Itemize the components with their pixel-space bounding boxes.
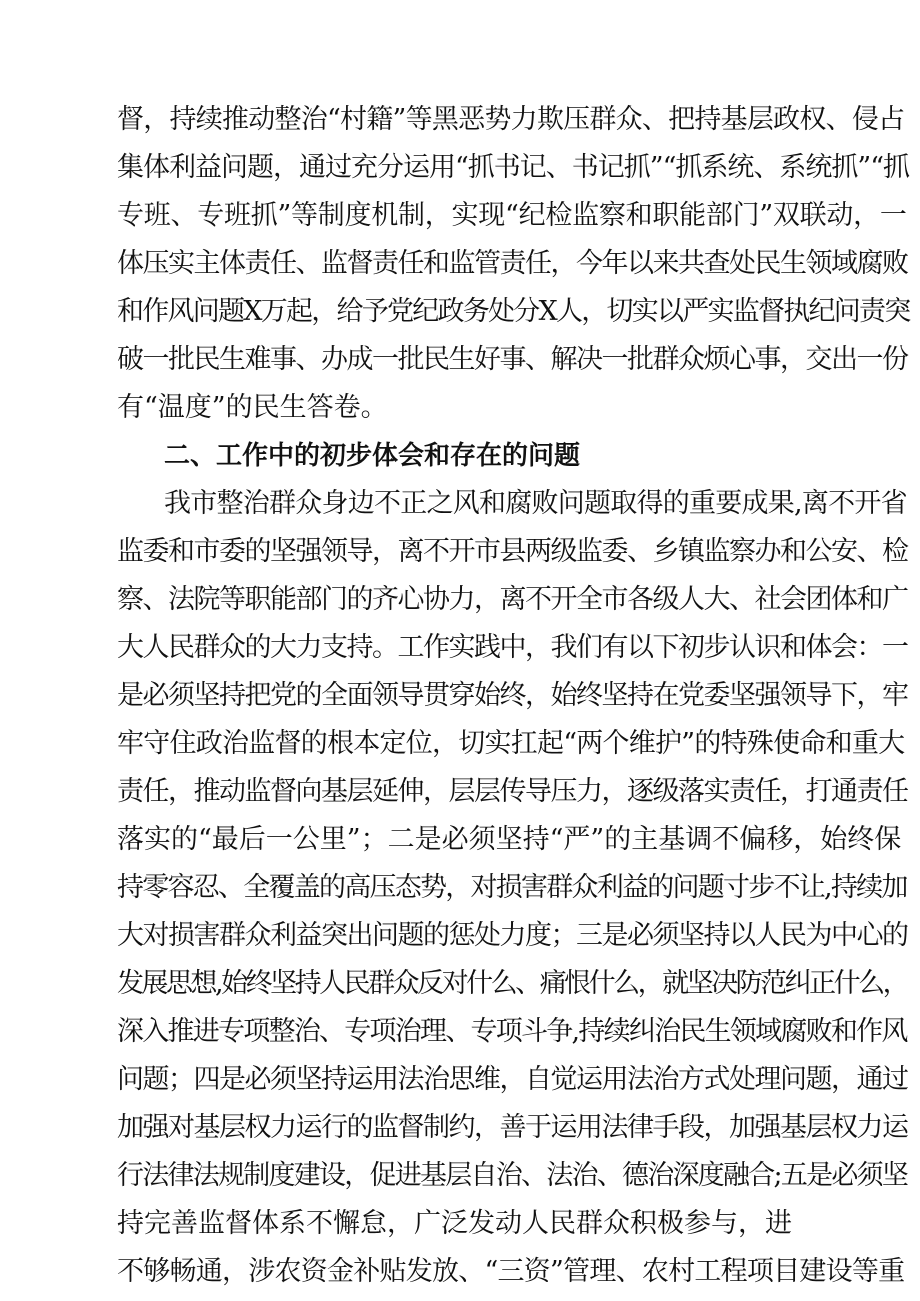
section-heading: 二、工作中的初步体会和存在的问题 — [164, 441, 581, 471]
text-line: 落实的“最后一公里”；二是必须坚持“严”的主基调不偏移，始终保 — [117, 824, 902, 855]
text-line: 督，持续推动整治“村籍”等黑恶势力欺压群众、把持基层政权、侵占 — [117, 104, 905, 135]
text-line: 察、法院等职能部门的齐心协力，离不开全市各级人大、社会团体和广 — [117, 584, 908, 615]
text-line: 发展思想,始终坚持人民群众反对什么、痛恨什么，就坚决防范纠正什么， — [117, 968, 908, 999]
text-line: 大对损害群众利益突出问题的惩处力度；三是必须坚持以人民为中心的 — [117, 920, 908, 951]
text-line: 破一批民生难事、办成一批民生好事、解决一批群众烦心事，交出一份 — [117, 344, 908, 375]
text-line: 大人民群众的大力支持。工作实践中，我们有以下初步认识和体会：一 — [117, 632, 908, 663]
text-line: 有“温度”的民生答卷。 — [117, 392, 388, 423]
text-line: 深入推进专项整治、专项治理、专项斗争,持续纠治民生领域腐败和作风 — [117, 1016, 907, 1047]
text-line: 加强对基层权力运行的监督制约，善于运用法律手段，加强基层权力运 — [117, 1112, 908, 1143]
text-line: 行法律法规制度建设，促进基层自治、法治、德治深度融合;五是必须坚 — [117, 1160, 908, 1191]
text-line: 集体利益问题，通过充分运用“抓书记、书记抓”“抓系统、系统抓”“抓 — [117, 152, 910, 183]
text-line: 责任，推动监督向基层延伸，层层传导压力，逐级落实责任，打通责任 — [117, 776, 908, 807]
text-line: 是必须坚持把党的全面领导贯穿始终，始终坚持在党委坚强领导下，牢 — [117, 680, 908, 711]
text-line: 专班、专班抓”等制度机制，实现“纪检监察和职能部门”双联动，一 — [117, 200, 907, 231]
text-line: 持完善监督体系不懈怠，广泛发动人民群众积极参与，进 — [117, 1208, 792, 1239]
text-line: 不够畅通，涉农资金补贴发放、“三资”管理、农村工程项目建设等重 — [117, 1256, 905, 1287]
text-line: 我市整治群众身边不正之风和腐败问题取得的重要成果,离不开省 — [164, 488, 907, 519]
text-line: 牢守住政治监督的根本定位，切实扛起“两个维护”的特殊使命和重大 — [117, 728, 905, 759]
text-line: 监委和市委的坚强领导，离不开市县两级监委、乡镇监察办和公安、检 — [117, 536, 908, 567]
text-line: 持零容忍、全覆盖的高压态势，对损害群众利益的问题寸步不让,持续加 — [117, 872, 907, 903]
text-line: 体压实主体责任、监督责任和监管责任，今年以来共查处民生领域腐败 — [117, 248, 908, 279]
text-line: 和作风问题X万起，给予党纪政务处分X人，切实以严实监督执纪问责突 — [117, 296, 910, 327]
text-line: 问题；四是必须坚持运用法治思维，自觉运用法治方式处理问题，通过 — [117, 1064, 908, 1095]
